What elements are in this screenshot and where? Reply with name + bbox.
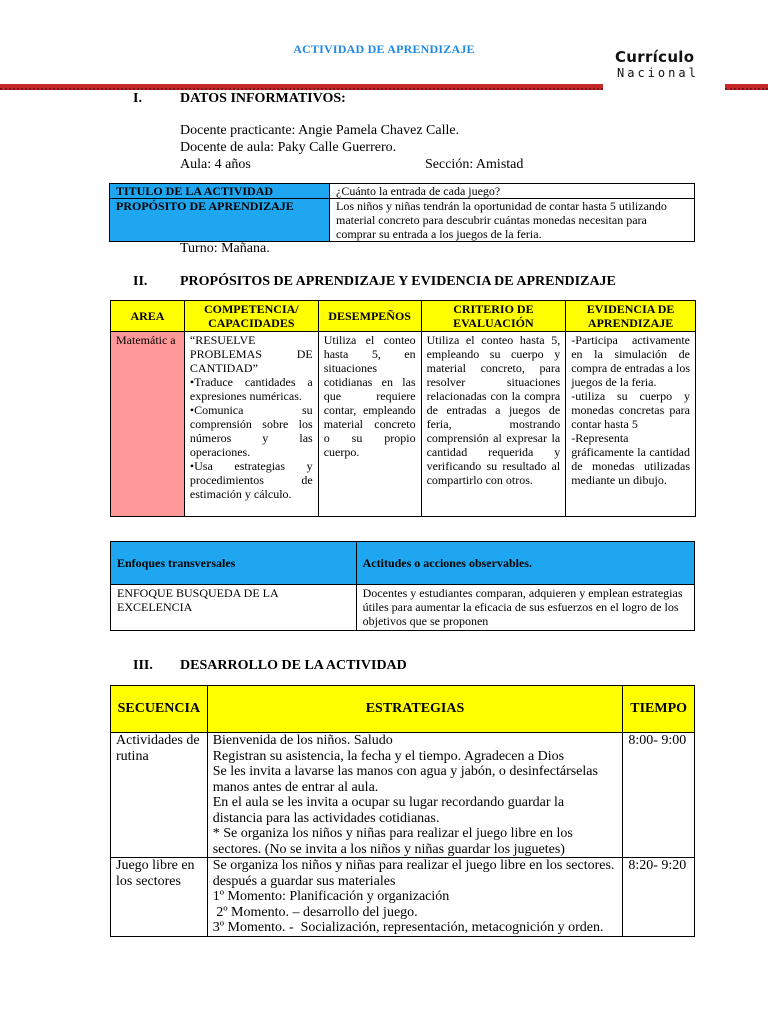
header-criterio: CRITERIO DE EVALUACIÓN [421, 301, 566, 332]
evidencia-line: -Participa activamente en la simulación de compra de entradas a los juegos de la feria. [571, 333, 690, 389]
secuencia-cell: Actividades de rutina [111, 733, 208, 858]
curriculo-nacional-logo [612, 48, 722, 94]
enfoques-header-left: Enfoques transversales [111, 542, 357, 585]
estrategia-line: Bienvenida de los niños. Saludo [212, 733, 393, 748]
estrategias-cell [207, 733, 623, 858]
estrategia-line: Se les invita a lavarse las manos con agua y jabón, o desinfectárselas manos antes de entrar al aula. [212, 764, 598, 795]
header-secuencia: SECUENCIA [111, 686, 208, 733]
proposito-value: Los niños y niñas tendrán la oportunidad de contar hasta 5 utilizando material concreto para descubrir cuántas monedas necesitan para comprar su entrada a los juegos de la feria. [330, 199, 695, 242]
enfoque-cell: ENFOQUE BUSQUEDA DE LA EXCELENCIA [111, 585, 357, 631]
section-3-heading [133, 658, 633, 676]
section-2-number: II. [133, 274, 148, 289]
section-1-heading [133, 91, 633, 109]
titulo-value: ¿Cuánto la entrada de cada juego? [330, 184, 695, 199]
evidencia-line: -Representa gráficamente la cantidad de monedas utilizadas mediante un dibujo. [571, 431, 690, 487]
header-area: AREA [111, 301, 185, 332]
section-2-heading [133, 274, 733, 292]
estrategia-line: En el aula se les invita a ocupar su lugar recordando guardar la distancia para las actividades cotidianas. [212, 795, 565, 826]
sequence-header-row [111, 686, 695, 733]
header-competencia: COMPETENCIA/ CAPACIDADES [184, 301, 318, 332]
proposito-label: PROPÓSITO DE APRENDIZAJE [110, 199, 330, 242]
evidencia-cell [566, 332, 696, 517]
section-1-title: DATOS INFORMATIVOS: [180, 91, 346, 106]
header-estrategias: ESTRATEGIAS [207, 686, 623, 733]
header-desempenos: DESEMPEÑOS [318, 301, 421, 332]
titulo-label: TITULO DE LA ACTIVIDAD [110, 184, 330, 199]
area-cell: Matemátic a [111, 332, 185, 517]
estrategias-cell [207, 858, 623, 937]
evidencia-line: -utiliza su cuerpo y monedas concretas para contar hasta 5 [571, 389, 690, 431]
competencia-line: •Traduce cantidades a expresiones numéricas. [189, 375, 313, 403]
estrategia-line: 1º Momento: Planificación y organización [212, 889, 450, 904]
turno: Turno: Mañana. [180, 241, 270, 256]
section-2-title: PROPÓSITOS DE APRENDIZAJE Y EVIDENCIA DE APRENDIZAJE [180, 274, 616, 289]
sequence-row [111, 858, 695, 937]
purposes-table [110, 300, 696, 517]
purposes-header-row [111, 301, 696, 332]
section-3-number: III. [133, 658, 153, 673]
competencia-line: •Comunica su comprensión sobre los números y las operaciones. [189, 403, 313, 459]
enfoques-header-row [111, 542, 695, 585]
aula: Aula: 4 años [180, 157, 251, 172]
desempenos-cell: Utiliza el conteo hasta 5, en situaciones cotidianas en las que requiere contar, empleando material concreto o su propio cuerpo. [318, 332, 421, 517]
sequence-table [110, 685, 695, 937]
competencia-line: “RESUELVE PROBLEMAS DE CANTIDAD” [189, 333, 313, 375]
competencia-line: •Usa estrategias y procedimientos de estimación y cálculo. [189, 459, 313, 501]
secuencia-cell: Juego libre en los sectores [111, 858, 208, 937]
estrategia-line: * Se organiza los niños y niñas para realizar el juego libre en los sectores. (No se invita a los niños y niñas guardar los juguetes) [212, 826, 573, 857]
docente-practicante: Docente practicante: Angie Pamela Chavez Calle. [180, 123, 460, 138]
activity-table [109, 183, 695, 242]
tiempo-cell: 8:20- 9:20 [623, 858, 695, 937]
section-1-number: I. [133, 91, 142, 106]
section-3-title: DESARROLLO DE LA ACTIVIDAD [180, 658, 407, 673]
header-evidencia: EVIDENCIA DE APRENDIZAJE [566, 301, 696, 332]
enfoques-table [110, 541, 695, 631]
competencia-cell [184, 332, 318, 517]
sequence-row [111, 733, 695, 858]
tiempo-cell: 8:00- 9:00 [623, 733, 695, 858]
seccion: Sección: Amistad [425, 157, 524, 172]
estrategia-line: Se organiza los niños y niñas para realizar el juego libre en los sectores. después a guardar sus materiales [212, 858, 615, 889]
enfoques-row [111, 585, 695, 631]
document-title: ACTIVIDAD DE APRENDIZAJE [293, 42, 475, 56]
criterio-cell: Utiliza el conteo hasta 5, empleando su cuerpo y material concreto, para resolver situaciones relacionadas con la compra de entradas a juegos de feria, mostrando comprensión al expresar la cantidad requerida y verificando su resultado al compartirlo con otros. [421, 332, 566, 517]
purposes-row [111, 332, 696, 517]
estrategia-line: Registran su asistencia, la fecha y el tiempo. Agradecen a Dios [212, 748, 565, 764]
logo-line-2: Nacional [617, 66, 699, 80]
actitud-cell: Docentes y estudiantes comparan, adquieren y emplean estrategias útiles para aumentar la eficacia de sus esfuerzos en el logro de los objetivos que se proponen [356, 585, 694, 631]
enfoques-header-right: Actitudes o acciones observables. [356, 542, 694, 585]
estrategia-line: 2º Momento. – desarrollo del juego. [212, 904, 418, 920]
header-divider-right [725, 84, 768, 90]
header-divider [0, 84, 603, 90]
header-tiempo: TIEMPO [623, 686, 695, 733]
docente-aula: Docente de aula: Paky Calle Guerrero. [180, 140, 397, 155]
estrategia-line: 3º Momento. - Socialización, representación, metacognición y orden. [212, 920, 604, 935]
logo-line-1: Currículo [615, 48, 695, 66]
